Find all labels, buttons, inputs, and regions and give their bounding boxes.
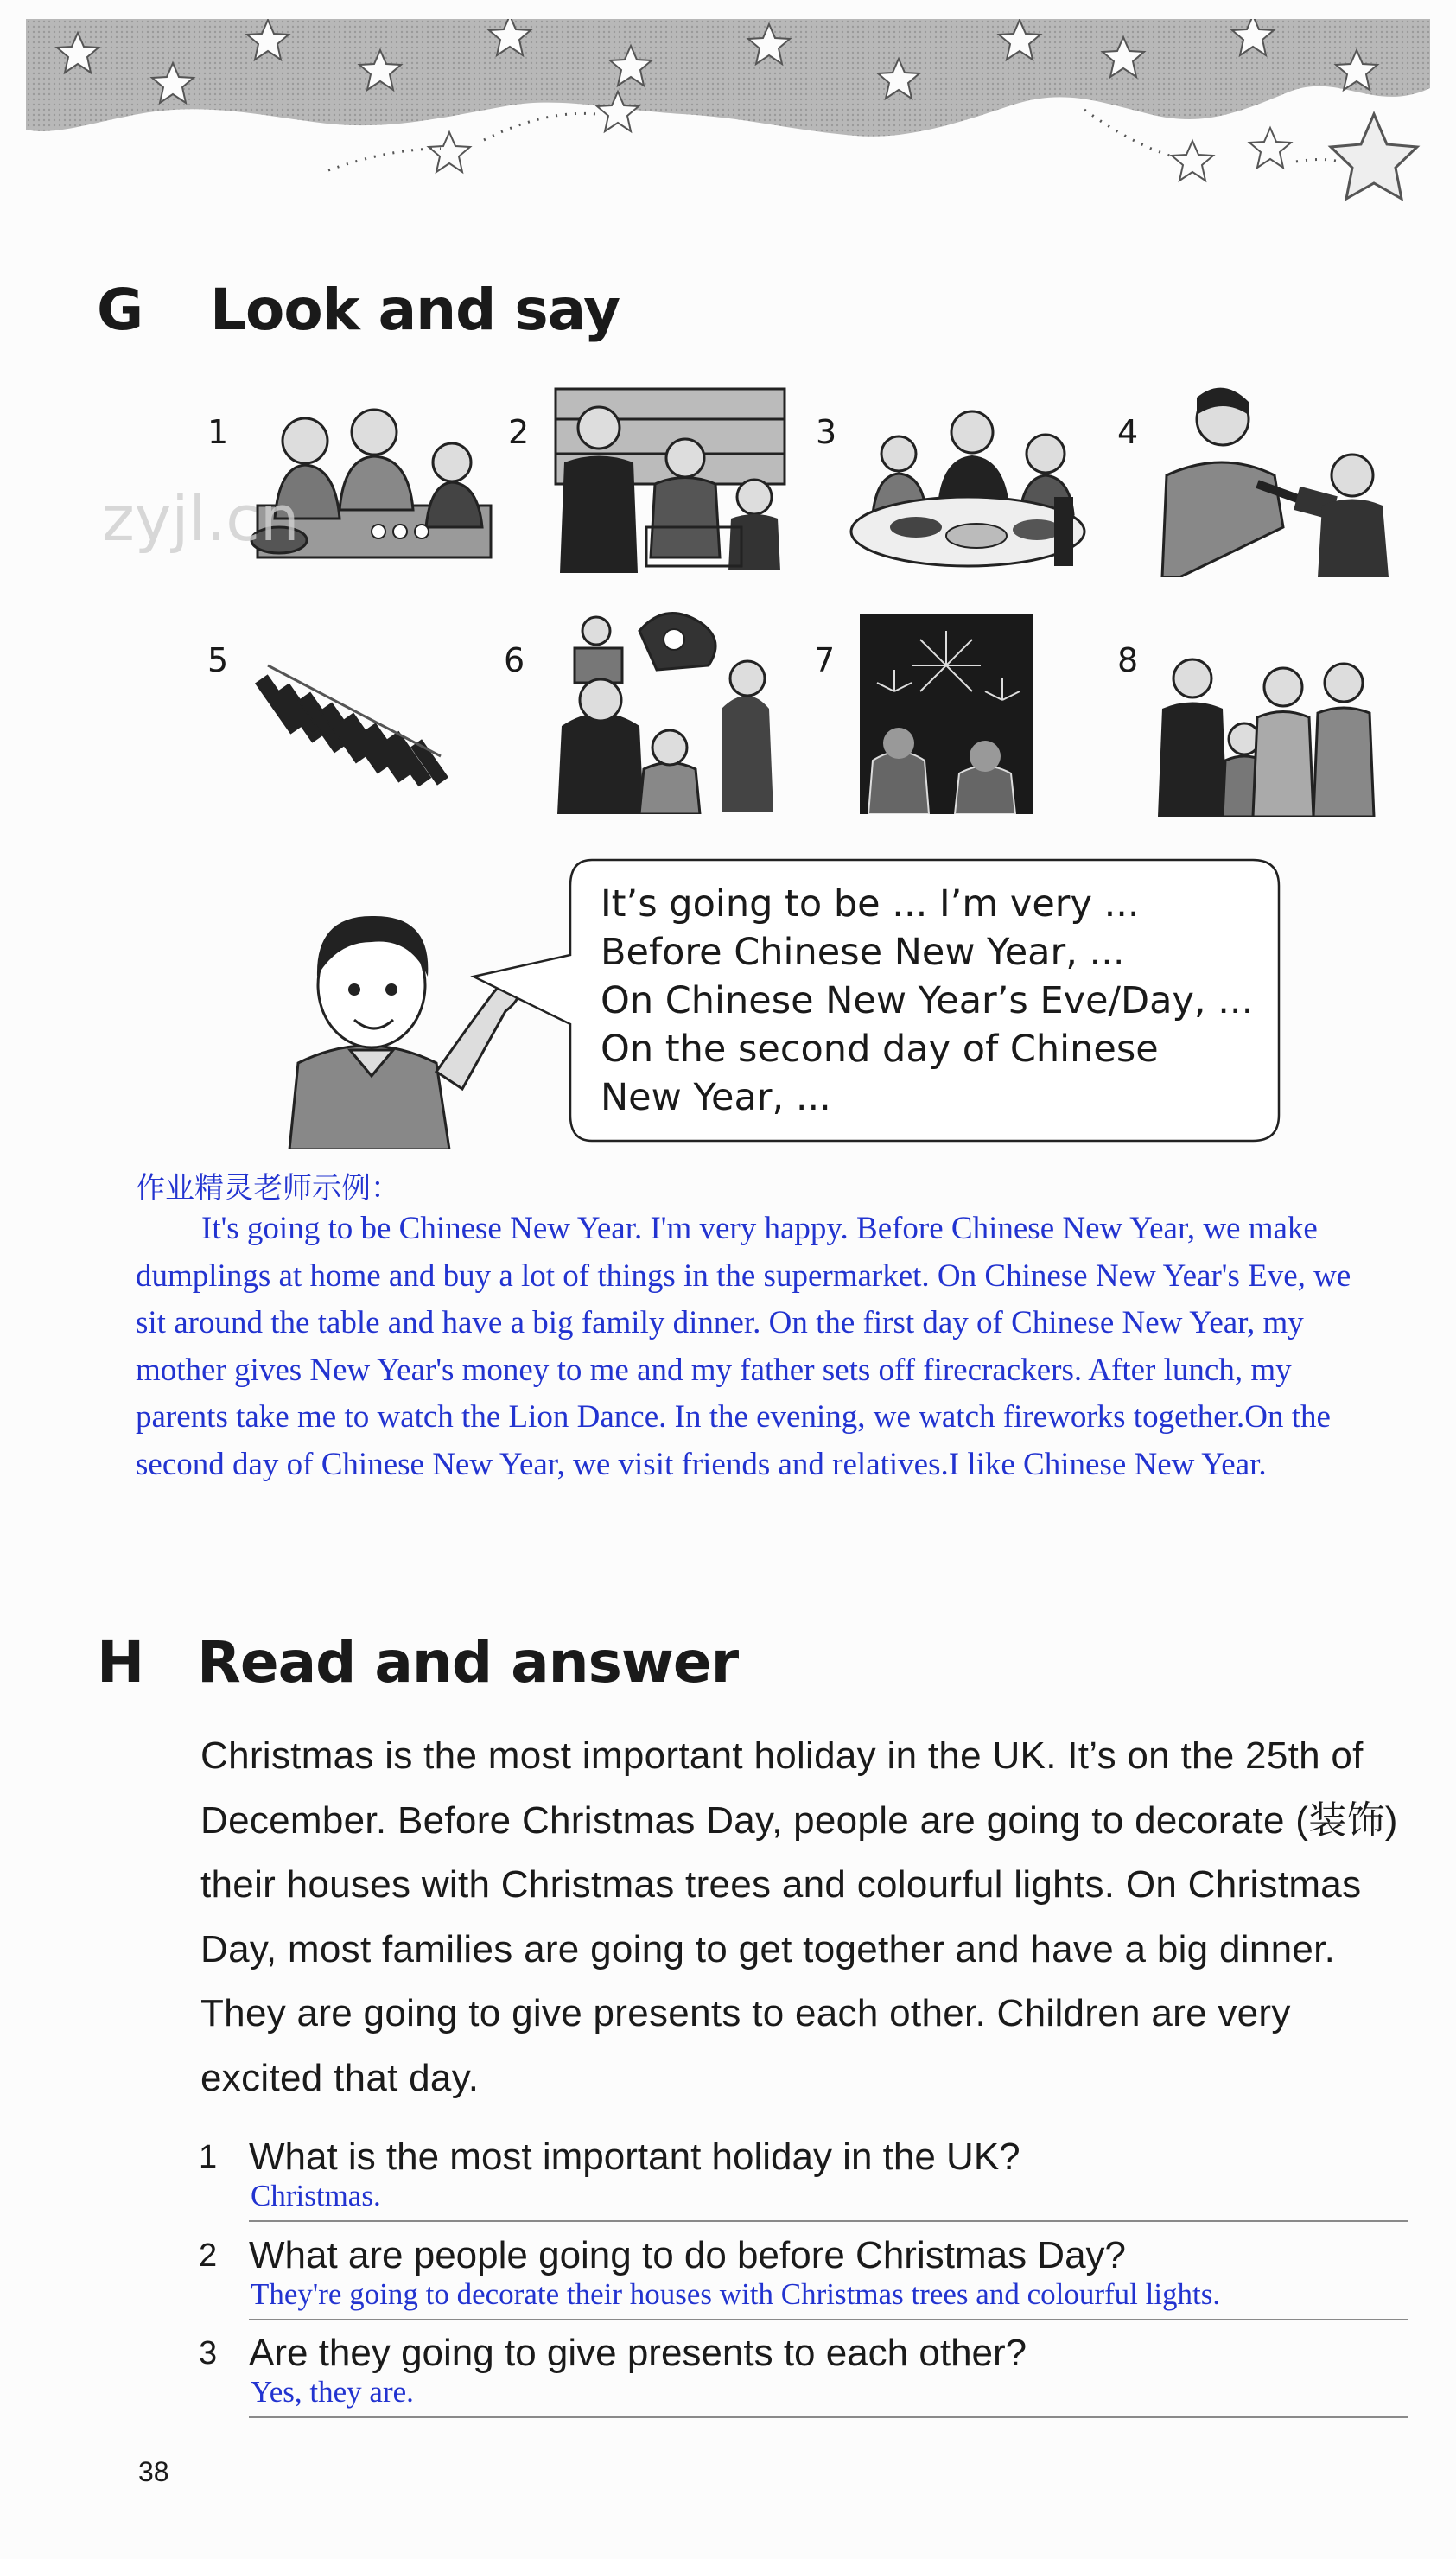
answer-text: Christmas. [251,2179,381,2212]
answer-line [249,2416,1408,2418]
answer-line [249,2220,1408,2222]
picture-number: 2 [508,413,530,451]
question-number: 1 [199,2139,218,2175]
bubble-line: On the second day of Chinese [601,1028,1159,1071]
fireworks-picture [860,614,1033,814]
picture-number: 8 [1117,641,1139,679]
section-h-title: Read and answer [197,1629,739,1696]
section-g-letter: G [97,277,144,343]
answer-line [249,2319,1408,2320]
page-number: 38 [138,2456,169,2487]
lion-dance-picture [553,596,788,814]
picture-number: 6 [504,641,525,679]
reading-passage: Christmas is the most important holiday in the UK. It’s on the 25th of December. Before Christmas Day, people are going to decorate (装饰) their houses with Christmas trees and colourful lights. On Christmas Day, most families are going to get together and have a big dinner. They are going to give presents to each other. Children are very excited that day. [200,1735,1398,2099]
bubble-line: It’s going to be ... I’m very ... [601,882,1140,926]
question-text: What is the most important holiday in the UK? [249,2136,1020,2178]
answer-text: They're going to decorate their houses with Christmas trees and colourful lights. [251,2277,1221,2311]
bubble-line: Before Chinese New Year, ... [601,931,1125,974]
stars-banner [26,19,1430,218]
bubble-line: On Chinese New Year’s Eve/Day, ... [601,979,1254,1022]
supermarket-shopping-picture [551,385,789,576]
sample-answer-title: 作业精灵老师示例： [136,1171,400,1206]
section-h-letter: H [97,1629,145,1696]
picture-number: 1 [207,413,229,451]
firecrackers-picture [255,657,458,804]
giving-red-envelope-picture [1145,380,1396,577]
picture-number: 3 [816,413,837,451]
speech-bubble-text [601,880,1253,1122]
picture-number: 5 [207,641,229,679]
bubble-line: New Year, ... [601,1076,831,1119]
family-dinner-picture [847,402,1093,575]
answer-text: Yes, they are. [251,2375,414,2409]
question-text: What are people going to do before Christmas Day? [249,2234,1127,2276]
picture-number: 7 [814,641,836,679]
section-g-title: Look and say [210,277,620,343]
sample-answer-text: It's going to be Chinese New Year. I'm very happy. Before Chinese New Year, we make dumplings at home and buy a lot of things in the supermarket. On Chinese New Year's Eve, we sit around the table and have a big family dinner. On the first day of Chinese New Year, my mother gives New Year's money to me and my father sets off firecrackers. After lunch, my parents take me to watch the Lion Dance. In the evening, we watch fireworks together.On the second day of Chinese New Year, we visit friends and relatives.I like Chinese New Year. [136,1211,1351,1482]
visiting-relatives-picture [1141,644,1396,817]
watermark: zyjl.cn [102,482,300,555]
question-number: 3 [199,2335,218,2371]
question-number: 2 [199,2238,218,2274]
question-text: Are they going to give presents to each other? [249,2332,1027,2374]
picture-number: 4 [1117,413,1139,451]
